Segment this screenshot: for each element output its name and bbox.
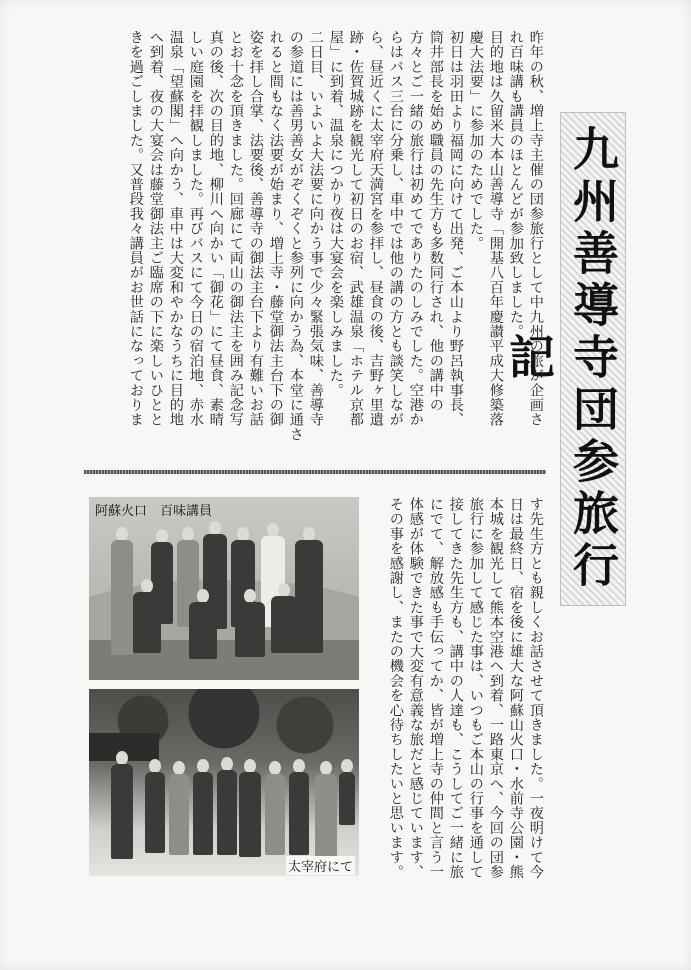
page-title: 九州善導寺団参旅行記 [502,125,620,593]
upper-text-col: ら、昼近くに太宰府天満宮を参拝し、昼食の後、吉野ヶ里遺 [367,30,384,427]
photo-dazaifu [89,689,359,876]
upper-text-col: とお十念を頂きました。回廊にて両山の御法主を囲み記念写 [227,30,244,427]
person [271,583,297,653]
person [111,527,133,655]
person [315,761,337,857]
upper-text-col: 温泉「望蘇閣」へ向かう、車中は大変和やかなうちに目的地 [167,30,184,427]
upper-text-col: の参道には善男善女がぞくぞくと参列に向かう為、本堂に通さ [287,30,304,442]
person [193,759,213,855]
upper-text-col: 姿を拝し合掌、法要後、善導寺の御法主台下より有難いお話 [247,30,264,427]
upper-text-col: らはバス三台に分乗し、車中では他の講の方とも談笑しなが [387,30,404,427]
person [339,759,355,825]
upper-text-col: 慶大法要」に参加のためでした。 [467,30,484,251]
person [133,579,161,653]
section-divider [84,470,546,474]
lower-text-col: 接してきた先生方も、講中の人達も、こうしてご一緒に旅 [447,497,464,880]
upper-text-col: 跡・佐賀城跡を観光して初日のお宿、武雄温泉「ホテル京都 [347,30,364,427]
lower-text-col: 体感が体験できた事で大変有意義な旅だと感じています、 [407,497,424,880]
person [217,757,237,855]
lower-text-col: その事を感謝し、またの機会を心待ちしたいと思います。 [387,497,404,880]
lower-text-col: にでて、解放感も手伝ってか、皆が増上寺の仲間と言う一 [427,497,444,880]
person [169,761,189,855]
upper-text-col: 初日は羽田より福岡に向けて出発、ご本山より野呂執事長、 [447,30,464,427]
upper-text-col: へ到着、夜の大宴会は藤堂御法主ご臨席の下に楽しいひとと [147,30,164,427]
person [265,761,285,855]
upper-text-col: れると間もなく法要が始まり、増上寺・藤堂御法主台下の御 [267,30,284,427]
person [295,527,323,653]
person [189,589,217,659]
upper-text-col: 真の後、次の目的地、柳川へ向かい「御花」にて昼食、素晴 [207,30,224,427]
upper-text-col: きを過ごしました。又普段我々講員がお世話になっておりま [127,30,144,427]
person [239,759,261,857]
lower-text-col: 本城を観光して熊本空港へ到着、一路東京へ、今回の団参 [487,497,504,880]
person [289,759,309,855]
person [145,759,165,853]
person [235,589,265,657]
photo-caption: 阿蘇火口 百味講員 [95,504,213,519]
upper-text-col: 筒井部長を始め職員の先生方も多数同行され、他の講中の [427,30,444,413]
lower-text-col: 旅行に参加して感じた事は、いつもご本山の行事を通して [467,497,484,880]
upper-text-col: 二日目、いよいよ大法要に向かう事で少々緊張気味、善導寺 [307,30,324,427]
upper-text-col: 方々とご一緒の旅行は初めてでありたのしみでした。空港か [407,30,424,427]
photo-aso-crater [89,497,359,680]
upper-text-col: れ百味講も講員のほとんどが参加致しました。 [507,30,524,339]
person [111,751,133,859]
upper-text-col: しい庭園を拝観しました。再びバスにて今日の宿泊地、赤水 [187,30,204,427]
lower-text-col: す先生方とも親しくお話させて頂きました。一夜明けて今 [527,497,544,880]
photo-caption: 太宰府にて [286,856,355,875]
upper-text-col: 目的地は久留米大本山善導寺「開基八百年慶讃平成大修築落 [487,30,504,427]
lower-text-col: 日は最終日、宿を後に雄大な阿蘇山火口・水前寺公園・熊 [507,497,524,880]
upper-text-col: 昨年の秋、増上寺主催の団参旅行として中九州の旅が企画さ [527,30,544,427]
upper-text-col: 屋」に到着、温泉につかり夜は大宴会を楽しみました。 [327,30,344,398]
